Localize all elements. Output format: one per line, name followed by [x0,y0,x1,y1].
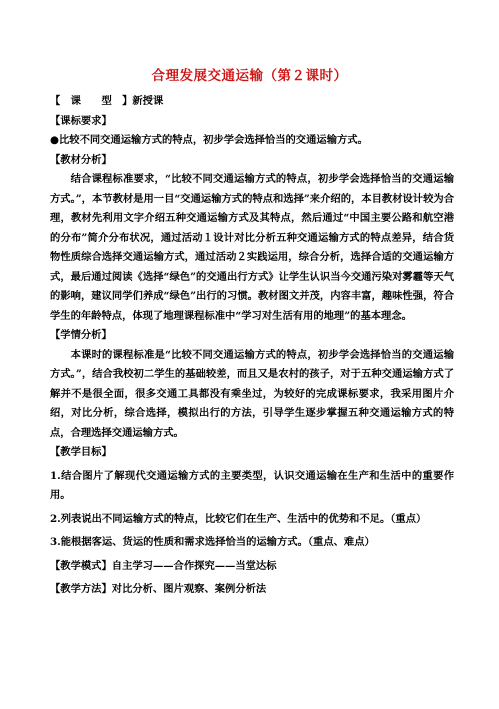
students-heading: 【学情分析】 [50,329,112,341]
document-body [50,92,454,600]
teaching-mode-line: 【教学模式】自主学习——合作探究——当堂达标 [50,559,277,572]
lesson-type-line: 【 课 型 】新授课 [50,95,164,107]
textbook-paragraph: 结合课程标准要求，“比较不同交通运输方式的特点，初步学会选择恰当的交通运输方式。”，本节教材是用一目“交通运输方式的特点和选择”来介绍的，本目教材设计较为合理，教材先利用文字介绍五种交通运输方式及其特点，然后通过“中国主要公路和航空港的分布”简介分布状况，通过活动１设计对比分析五种交通运输方式的特点差异，结合货物性质综合选择交通运输方式，通过活动２实践运用，综合分析，选择合适的交通运输方式，最后通过阅读《选择“绿色”的交通出行方式》让学生认识当今交通污染对雾霾等天气的影响，建议同学们养成“绿色”出行的习惯。教材图文并茂，内容丰富，趣味性强，符合学生的年龄特点，体现了地理课程标准中“学习对生活有用的地理”的基本理念。 [50,173,454,322]
students-paragraph: 本课时的课程标准是“比较不同交通运输方式的特点，初步学会选择恰当的交通运输方式。”，结合我校初二学生的基础较差，而且又是农村的孩子，对于五种交通运输方式了解并不是很全面，很多交通工具都没有乘坐过，为较好的完成课标要求，我采用图片介绍，对比分析，综合选择，模拟出行的方法，引导学生逐步掌握五种交通运输方式的特点，合理选择交通运输方式。 [50,348,454,439]
textbook-heading: 【教材分析】 [50,153,112,166]
goal-item-2: 2.列表说出不同运输方式的特点，比较它们在生产、生活中的优势和不足。（重点） [50,512,427,525]
standard-text: ●比较不同交通运输方式的特点，初步学会选择恰当的交通运输方式。 [50,134,368,146]
standard-heading: 【课标要求】 [50,114,112,127]
goal-item-3: 3.能根据客运、货运的性质和需求选择恰当的运输方式。（重点、难点） [50,536,375,548]
teaching-method-line: 【教学方法】对比分析、图片观察、案例分析法 [50,583,267,595]
goals-heading: 【教学目标】 [50,446,112,458]
goal-item-1: 1.结合图片了解现代交通运输方式的主要类型，认识交通运输在生产和生活中的重要作用。 [50,469,454,501]
document-title: 合理发展交通运输（第２课时） [151,68,348,84]
